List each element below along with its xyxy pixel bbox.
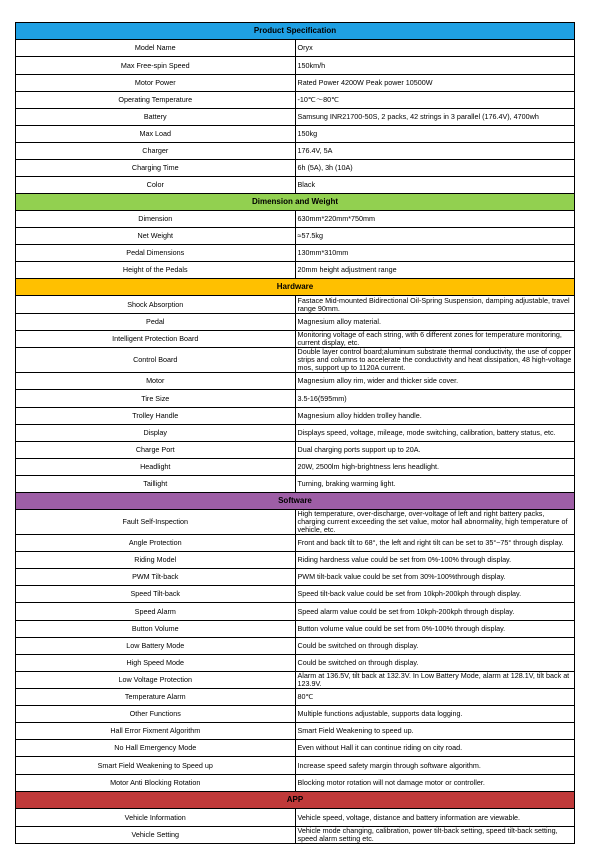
spec-value: Samsung INR21700-50S, 2 packs, 42 strings in 3 parallel (176.4V), 4700wh [295, 109, 575, 126]
spec-label: Tire Size [16, 390, 296, 408]
spec-row [16, 655, 575, 672]
spec-row [16, 442, 575, 459]
spec-label: Max Load [16, 126, 296, 143]
spec-row [16, 390, 575, 408]
spec-value: ≈57.5kg [295, 228, 575, 245]
spec-row [16, 638, 575, 655]
spec-value: Front and back tilt to 68°, the left and right tilt can be set to 35°~75° through display. [295, 535, 575, 552]
spec-row [16, 314, 575, 331]
spec-label: Shock Absorption [16, 296, 296, 314]
spec-label: Pedal Dimensions [16, 245, 296, 262]
spec-label: Low Battery Mode [16, 638, 296, 655]
section-title: Hardware [16, 279, 575, 296]
spec-label: High Speed Mode [16, 655, 296, 672]
spec-value: Magnesium alloy hidden trolley handle. [295, 408, 575, 425]
spec-value: 176.4V, 5A [295, 143, 575, 160]
spec-value: Riding hardness value could be set from 0%-100% through display. [295, 552, 575, 569]
spec-label: Motor [16, 373, 296, 390]
spec-value: High temperature, over-discharge, over-voltage of left and right battery packs, charging current exceeding the set value, motor hall abnormality, high temperature of vehicle, etc. [295, 510, 575, 535]
spec-label: Model Name [16, 40, 296, 57]
spec-row [16, 672, 575, 689]
spec-label: Smart Field Weakening to Speed up [16, 757, 296, 775]
spec-label: Pedal [16, 314, 296, 331]
spec-label: PWM Tilt-back [16, 569, 296, 586]
spec-value: Multiple functions adjustable, supports data logging. [295, 706, 575, 723]
spec-label: Vehicle Setting [16, 827, 296, 844]
spec-value: Smart Field Weakening to speed up. [295, 723, 575, 740]
section-header-row [16, 279, 575, 296]
spec-label: Hall Error Fixment Algorithm [16, 723, 296, 740]
spec-value: Speed tilt-back value could be set from 10kph-200kph through display. [295, 586, 575, 603]
section-title: Product Specification [16, 23, 575, 40]
spec-row [16, 459, 575, 476]
spec-row [16, 425, 575, 442]
spec-value: Vehicle mode changing, calibration, power tilt-back setting, speed tilt-back setting, speed alarm setting etc. [295, 827, 575, 844]
spec-row [16, 40, 575, 57]
spec-row [16, 689, 575, 706]
spec-value: -10℃～80℃ [295, 92, 575, 109]
spec-value: Oryx [295, 40, 575, 57]
spec-label: Speed Alarm [16, 603, 296, 621]
spec-label: Height of the Pedals [16, 262, 296, 279]
spec-value: Could be switched on through display. [295, 655, 575, 672]
section-title: Dimension and Weight [16, 194, 575, 211]
spec-row [16, 827, 575, 844]
spec-value: Could be switched on through display. [295, 638, 575, 655]
spec-value: 630mm*220mm*750mm [295, 211, 575, 228]
spec-label: Angle Protection [16, 535, 296, 552]
spec-row [16, 348, 575, 373]
spec-value: Button volume value could be set from 0%-100% through display. [295, 621, 575, 638]
section-header-row [16, 792, 575, 809]
spec-value: 20mm height adjustment range [295, 262, 575, 279]
spec-value: 150km/h [295, 57, 575, 75]
spec-value: PWM tilt-back value could be set from 30%-100%through display. [295, 569, 575, 586]
spec-label: Other Functions [16, 706, 296, 723]
spec-label: Charger [16, 143, 296, 160]
spec-label: Dimension [16, 211, 296, 228]
section-header-row [16, 493, 575, 510]
spec-row [16, 476, 575, 493]
spec-label: Max Free-spin Speed [16, 57, 296, 75]
spec-row [16, 160, 575, 177]
spec-value: Displays speed, voltage, mileage, mode switching, calibration, battery status, etc. [295, 425, 575, 442]
spec-label: Display [16, 425, 296, 442]
spec-row [16, 373, 575, 390]
spec-value: Monitoring voltage of each string, with 6 different zones for temperature monitoring, current display, etc. [295, 331, 575, 348]
spec-row [16, 75, 575, 92]
spec-label: Net Weight [16, 228, 296, 245]
spec-value: Turning, braking warming light. [295, 476, 575, 493]
spec-row [16, 296, 575, 314]
spec-row [16, 740, 575, 757]
spec-value: Double layer control board;aluminum substrate thermal conductivity, the use of copper strips and columns to accelerate the conductivity and heat dissipation, 48 high-voltage mos, support up to 1120A current. [295, 348, 575, 373]
spec-row [16, 109, 575, 126]
spec-value: 20W, 2500lm high-brightness lens headlight. [295, 459, 575, 476]
spec-value: Rated Power 4200W Peak power 10500W [295, 75, 575, 92]
spec-row [16, 126, 575, 143]
spec-row [16, 552, 575, 569]
spec-table-body [16, 23, 575, 844]
spec-value: Magnesium alloy material. [295, 314, 575, 331]
spec-row [16, 177, 575, 194]
spec-row [16, 510, 575, 535]
spec-value: Even without Hall it can continue riding on city road. [295, 740, 575, 757]
spec-table [15, 22, 575, 844]
spec-value: Increase speed safety margin through software algorithm. [295, 757, 575, 775]
spec-label: Taillight [16, 476, 296, 493]
spec-label: Operating Temperature [16, 92, 296, 109]
spec-label: Battery [16, 109, 296, 126]
spec-label: Headlight [16, 459, 296, 476]
spec-label: Speed Tilt-back [16, 586, 296, 603]
spec-label: Control Board [16, 348, 296, 373]
spec-value: Fastace Mid-mounted Bidirectional Oil-Spring Suspension, damping adjustable, travel range 90mm. [295, 296, 575, 314]
spec-label: Button Volume [16, 621, 296, 638]
spec-row [16, 586, 575, 603]
spec-row [16, 569, 575, 586]
spec-value: 3.5-16(595mm) [295, 390, 575, 408]
spec-value: 80℃ [295, 689, 575, 706]
spec-value: Black [295, 177, 575, 194]
spec-row [16, 262, 575, 279]
spec-row [16, 706, 575, 723]
spec-row [16, 535, 575, 552]
spec-label: Intelligent Protection Board [16, 331, 296, 348]
spec-row [16, 211, 575, 228]
section-title: APP [16, 792, 575, 809]
spec-row [16, 621, 575, 638]
spec-value: Dual charging ports support up to 20A. [295, 442, 575, 459]
spec-label: Charging Time [16, 160, 296, 177]
spec-row [16, 809, 575, 827]
spec-row [16, 603, 575, 621]
spec-label: Vehicle Information [16, 809, 296, 827]
spec-value: 150kg [295, 126, 575, 143]
spec-row [16, 408, 575, 425]
spec-value: Blocking motor rotation will not damage motor or controller. [295, 775, 575, 792]
spec-label: Low Voltage Protection [16, 672, 296, 689]
spec-label: No Hall Emergency Mode [16, 740, 296, 757]
section-title: Software [16, 493, 575, 510]
spec-row [16, 57, 575, 75]
spec-row [16, 143, 575, 160]
spec-row [16, 228, 575, 245]
spec-label: Temperature Alarm [16, 689, 296, 706]
spec-row [16, 92, 575, 109]
spec-label: Motor Power [16, 75, 296, 92]
spec-label: Charge Port [16, 442, 296, 459]
spec-row [16, 723, 575, 740]
spec-value: Magnesium alloy rim, wider and thicker side cover. [295, 373, 575, 390]
spec-label: Riding Model [16, 552, 296, 569]
spec-value: 130mm*310mm [295, 245, 575, 262]
section-header-row [16, 194, 575, 211]
spec-value: Vehicle speed, voltage, distance and battery information are viewable. [295, 809, 575, 827]
spec-value: Speed alarm value could be set from 10kph-200kph through display. [295, 603, 575, 621]
spec-row [16, 331, 575, 348]
spec-row [16, 757, 575, 775]
spec-row [16, 775, 575, 792]
spec-label: Trolley Handle [16, 408, 296, 425]
spec-row [16, 245, 575, 262]
spec-value: Alarm at 136.5V, tilt back at 132.3V. In Low Battery Mode, alarm at 128.1V, tilt back at 123.9V. [295, 672, 575, 689]
spec-label: Fault Self-Inspection [16, 510, 296, 535]
spec-label: Color [16, 177, 296, 194]
section-header-row [16, 23, 575, 40]
spec-value: 6h (5A), 3h (10A) [295, 160, 575, 177]
spec-label: Motor Anti Blocking Rotation [16, 775, 296, 792]
